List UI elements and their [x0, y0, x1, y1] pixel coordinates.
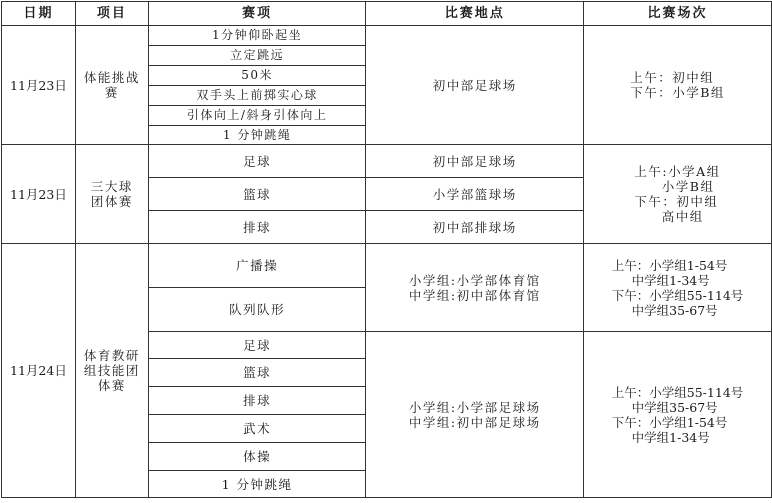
venue-cell: 小学组:小学部足球场 中学组:初中部足球场 — [366, 332, 584, 498]
item-cell: 体育教研 组技能团 体赛 — [75, 244, 148, 498]
venue-cell: 初中部排球场 — [366, 211, 584, 244]
session-cell — [584, 145, 772, 244]
session-cell — [584, 26, 772, 145]
event-cell: 足球 — [148, 145, 366, 178]
event-cell: 50米 — [148, 66, 366, 86]
session-text: 上午：小学组1-54号 中学组1-34号 下午：小学组55-114号 中学组35-67号 — [611, 257, 744, 318]
item-cell: 体能挑战 赛 — [75, 26, 148, 145]
event-cell: 1 分钟跳绳 — [148, 471, 366, 498]
table-row — [2, 244, 772, 288]
venue-cell: 初中部足球场 — [366, 26, 584, 145]
header-item: 项目 — [75, 2, 148, 26]
event-cell: 排球 — [148, 211, 366, 244]
date-cell: 11月24日 — [2, 244, 76, 498]
table-row — [2, 145, 772, 178]
event-cell: 立定跳远 — [148, 46, 366, 66]
event-cell: 排球 — [148, 387, 366, 415]
event-cell: 篮球 — [148, 359, 366, 387]
session-text: 上午:小学A组 小学B组 下午：初中组 高中组 — [634, 164, 721, 224]
session-cell — [584, 332, 772, 498]
session-text: 上午：初中组 下午：小学B组 — [630, 70, 725, 100]
venue-cell: 初中部足球场 — [366, 145, 584, 178]
event-cell: 双手头上前掷实心球 — [148, 86, 366, 106]
header-venue: 比赛地点 — [366, 2, 584, 26]
header-session: 比赛场次 — [584, 2, 772, 26]
event-cell: 武术 — [148, 415, 366, 443]
event-cell: 篮球 — [148, 178, 366, 211]
event-cell: 足球 — [148, 332, 366, 359]
session-text: 上午：小学组55-114号 中学组35-67号 下午：小学组1-54号 中学组1-34号 — [611, 384, 744, 445]
venue-cell: 小学组:小学部体育馆 中学组:初中部体育馆 — [366, 244, 584, 332]
event-cell: 体操 — [148, 443, 366, 471]
session-cell — [584, 244, 772, 332]
event-cell: 1分钟仰卧起坐 — [148, 26, 366, 46]
header-row — [2, 2, 772, 26]
item-cell: 三大球 团体赛 — [75, 145, 148, 244]
table-row — [2, 26, 772, 46]
event-cell: 1 分钟跳绳 — [148, 126, 366, 145]
event-cell: 队列队形 — [148, 288, 366, 332]
header-date: 日期 — [2, 2, 76, 26]
schedule-table — [1, 1, 772, 498]
date-cell: 11月23日 — [2, 145, 76, 244]
date-cell: 11月23日 — [2, 26, 76, 145]
event-cell: 引体向上/斜身引体向上 — [148, 106, 366, 126]
event-cell: 广播操 — [148, 244, 366, 288]
header-event: 赛项 — [148, 2, 366, 26]
venue-cell: 小学部篮球场 — [366, 178, 584, 211]
